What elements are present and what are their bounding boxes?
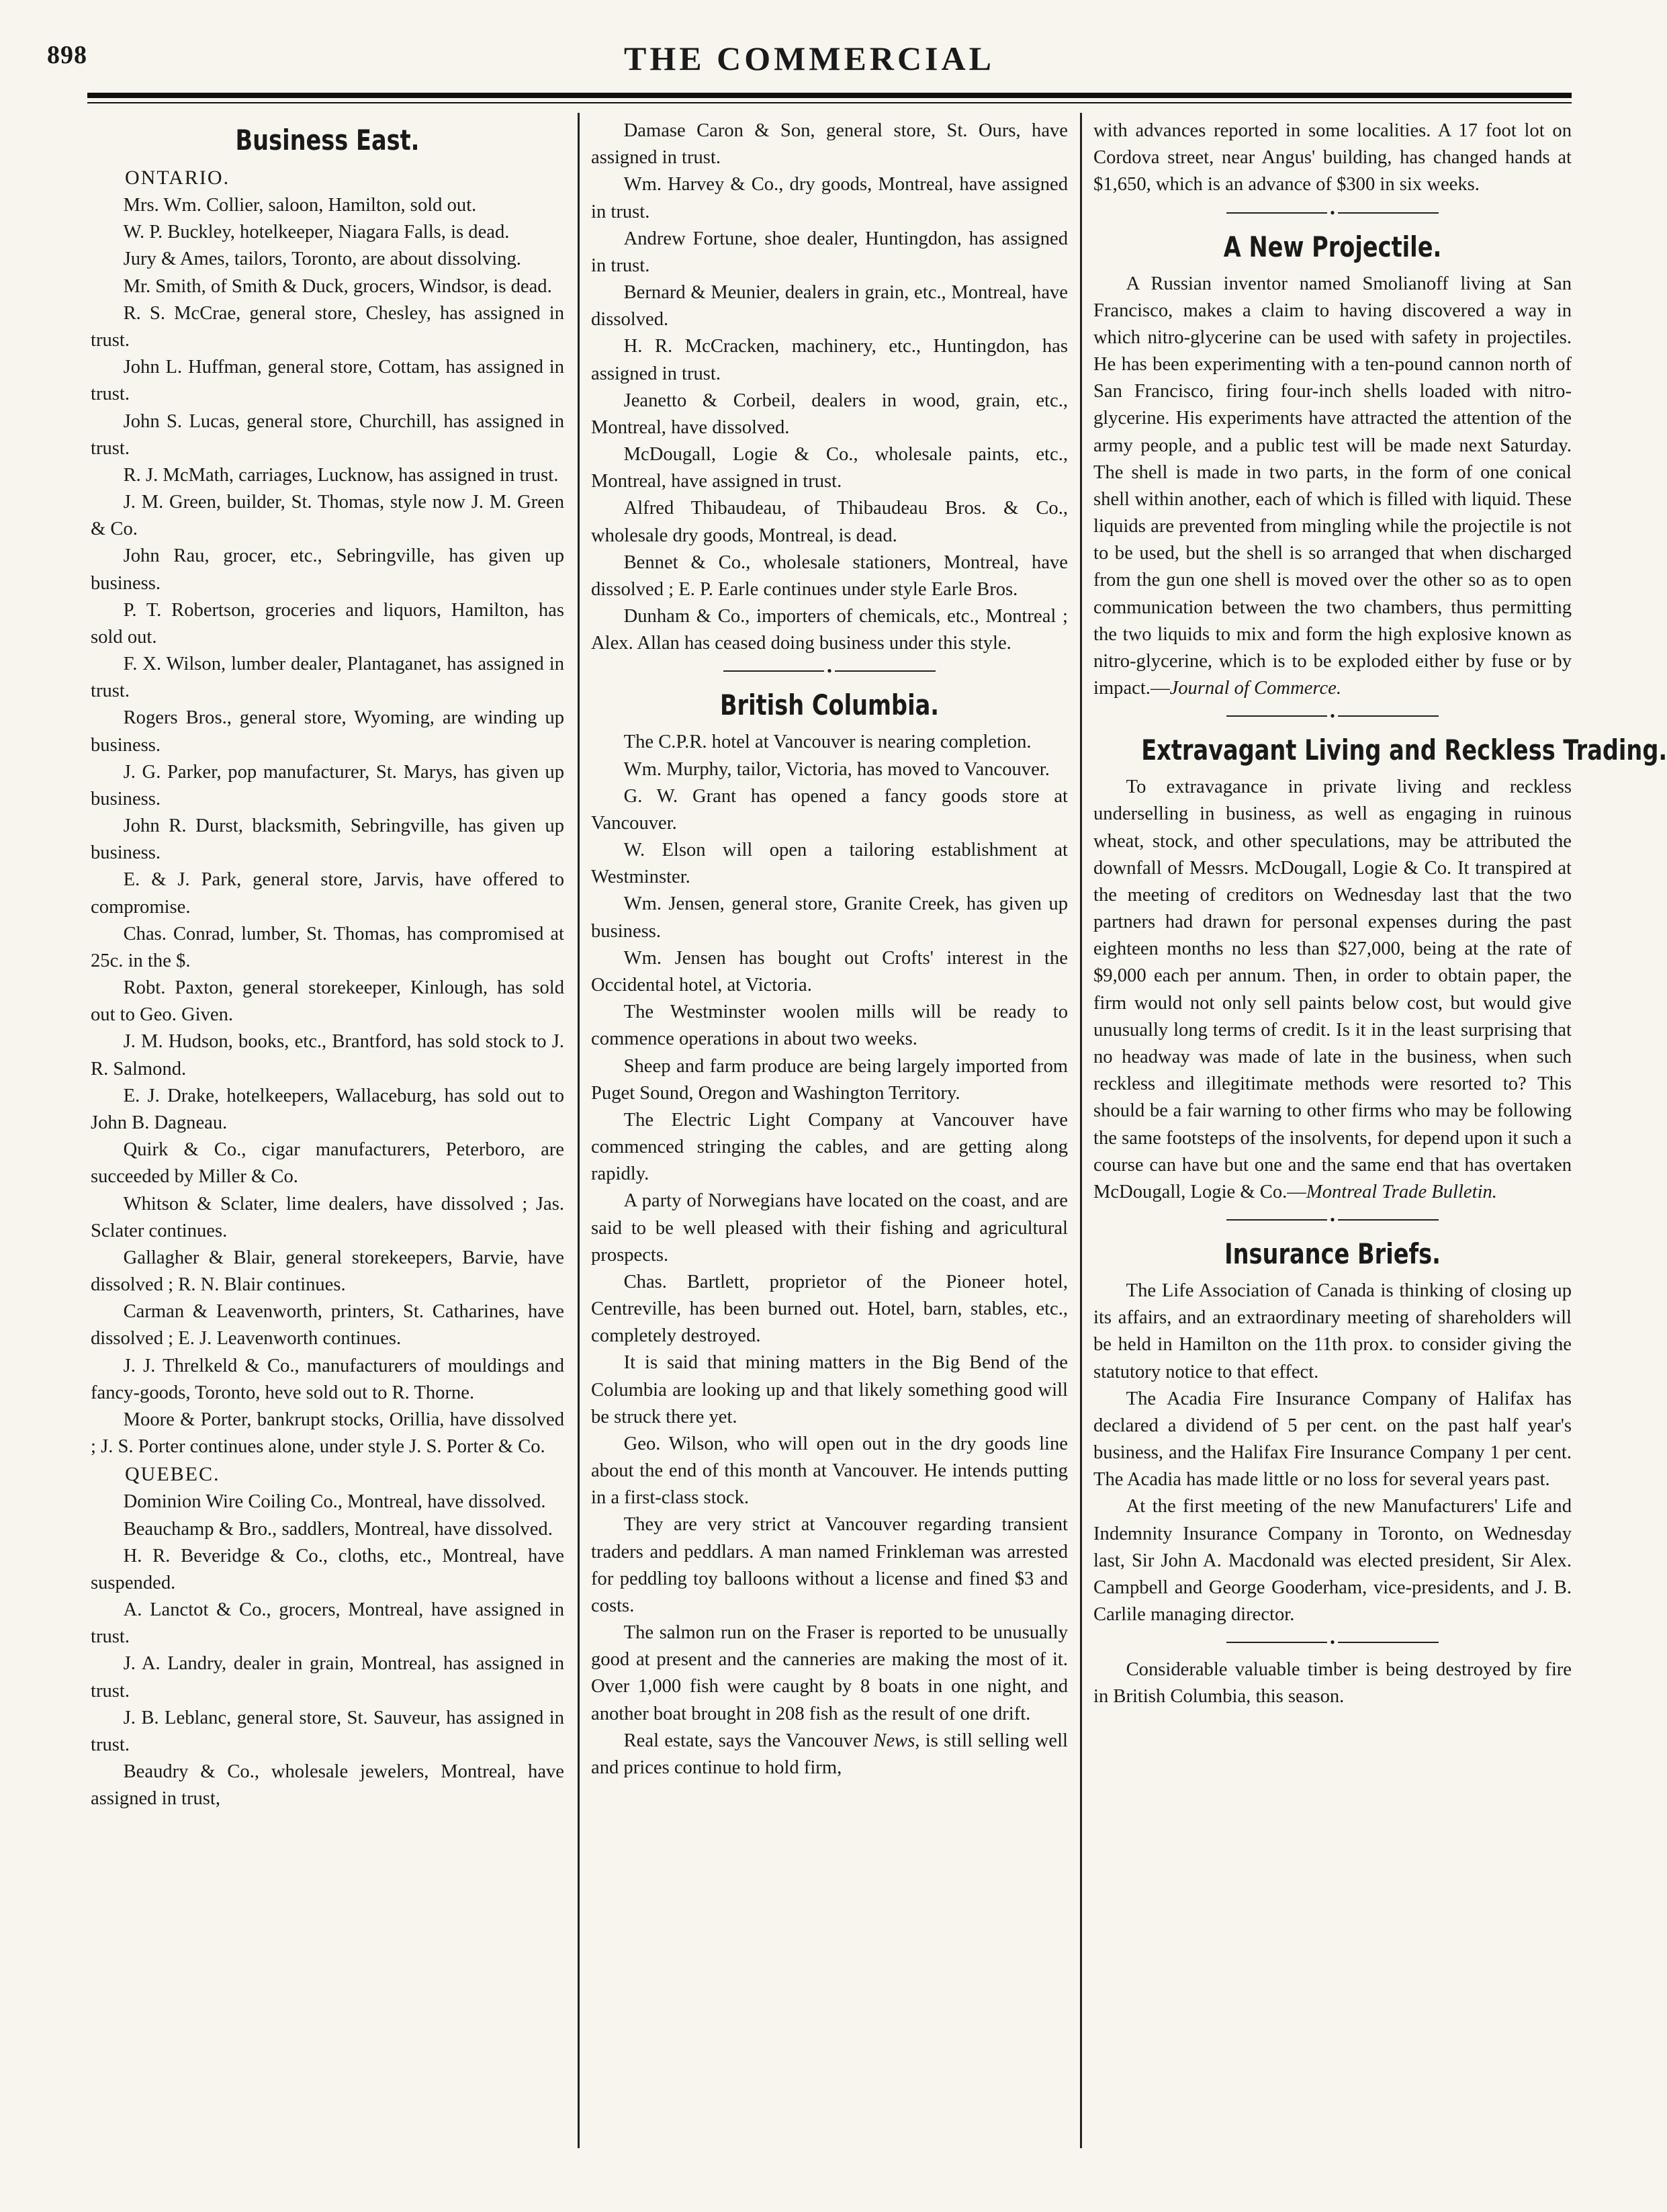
news-item: The Westminster woolen mills will be ready to commence operations in about two weeks. bbox=[591, 1002, 1068, 1050]
news-item: Wm. Harvey & Co., dry goods, Montreal, have assigned in trust. bbox=[591, 174, 1068, 222]
news-item: Moore & Porter, bankrupt stocks, Orillia, have dissolved ; J. S. Porter continues alone, under style J. S. Porter & Co. bbox=[91, 1409, 564, 1458]
news-item: J. J. Threlkeld & Co., manufacturers of mouldings and fancy-goods, Toronto, heve sold out to R. Thorne. bbox=[91, 1355, 564, 1403]
extravagant-text: To extravagance in private living and reckless underselling in business, as well as engaging in ruinous wheat, stock, and other speculations, may be attributed the downfall of Messrs. McDougall, Logie & Co. It transpired at the meeting of creditors on Wednesday last that the two partners had drawn for personal expenses during the past eighteen months no less than $27,000, being at the rate of $9,000 each per annum. Then, in order to obtain paper, the firm would not only sell paints below cost, but would give unusually long terms of credit. Is it in the least surprising that no headway was made of late in the business, when such reckless and illegitimate methods were resorted to? This should be a fair warning to other firms who may be following the same footsteps of the insolvents, for depend upon it such a course can have but one and the same end that has overtaken McDougall, Logie & Co.— bbox=[1093, 777, 1572, 1202]
heading-insurance-briefs: Insurance Briefs. bbox=[1224, 1237, 1441, 1271]
news-item: W. Elson will open a tailoring establishment at Westminster. bbox=[591, 840, 1068, 888]
projectile-text: A Russian inventor named Smolianoff living at San Francisco, makes a claim to having discovered a way in which nitro-glycerine can be used with safety in projectiles. He has been experimenting with a ten-pound cannon north of San Francisco, firing four-inch shells loaded with nitro-glycerine. His experiments have attracted the attention of the army people, and a public test will be made next Saturday. The shell is made in two parts, in the form of one conical shell within another, each of which is filled with liquid. These liquids are prevented from mingling while the projectile is not to be used, but the shell is so arranged that when discharged from the gun one shell is moved over the other so as to open communication between the two chambers, thus permitting the two liquids to mix and form the high explosive known as nitro-glycerine, which is to be exploded either by fuse or by impact.— bbox=[1093, 273, 1572, 699]
column-1 bbox=[91, 118, 564, 2146]
real-estate-text-b: , is still selling well and prices continue to hold firm, bbox=[591, 1730, 1068, 1778]
news-item: John Rau, grocer, etc., Sebringville, has given up business. bbox=[91, 545, 564, 594]
news-item: John S. Lucas, general store, Churchill, has assigned in trust. bbox=[91, 410, 564, 459]
news-item: John L. Huffman, general store, Cottam, has assigned in trust. bbox=[91, 357, 564, 405]
heading-extravagant-living: Extravagant Living and Reckless Trading. bbox=[1141, 734, 1667, 767]
news-item: Chas. Conrad, lumber, St. Thomas, has compromised at 25c. in the $. bbox=[91, 923, 564, 971]
news-item: Beauchamp & Bro., saddlers, Montreal, have dissolved. bbox=[123, 1518, 553, 1540]
subhead-ontario: ONTARIO. bbox=[125, 167, 230, 189]
source-credit: Journal of Commerce. bbox=[1169, 678, 1342, 699]
news-item: The Electric Light Company at Vancouver have commenced stringing the cables, and are getting along rapidly. bbox=[591, 1109, 1068, 1185]
newspaper-title: THE COMMERCIAL bbox=[624, 40, 995, 77]
news-item: At the first meeting of the new Manufacturers' Life and Indemnity Insurance Company in Toronto, on Wednesday last, Sir John A. Macdonald was elected president, Sir Alex. Campbell and George Gooderham, vice-presidents, and J. B. Carlile managing director. bbox=[1093, 1496, 1572, 1626]
news-item: J. G. Parker, pop manufacturer, St. Marys, has given up business. bbox=[91, 761, 564, 809]
news-item: Dominion Wire Coiling Co., Montreal, have dissolved. bbox=[123, 1491, 546, 1513]
news-item: McDougall, Logie & Co., wholesale paints, etc., Montreal, have assigned in trust. bbox=[591, 444, 1068, 492]
masthead-rule-thick bbox=[87, 93, 1572, 98]
news-item: It is said that mining matters in the Big Bend of the Columbia are looking up and that likely something good will be struck there yet. bbox=[591, 1352, 1068, 1427]
news-item: Gallagher & Blair, general storekeepers, Barvie, have dissolved ; R. N. Blair continues. bbox=[91, 1247, 564, 1296]
news-item: Wm. Jensen has bought out Crofts' interest in the Occidental hotel, at Victoria. bbox=[591, 947, 1068, 996]
news-item: H. R. McCracken, machinery, etc., Huntingdon, has assigned in trust. bbox=[591, 336, 1068, 384]
news-item: Rogers Bros., general store, Wyoming, are winding up business. bbox=[91, 707, 564, 756]
news-item: E. & J. Park, general store, Jarvis, have offered to compromise. bbox=[91, 869, 564, 918]
news-item: Mrs. Wm. Collier, saloon, Hamilton, sold out. bbox=[123, 195, 477, 216]
article-body bbox=[1093, 774, 1572, 1206]
source-credit: Montreal Trade Bulletin. bbox=[1306, 1181, 1497, 1202]
news-item: Mr. Smith, of Smith & Duck, grocers, Windsor, is dead. bbox=[123, 275, 552, 297]
news-item: J. A. Landry, dealer in grain, Montreal, has assigned in trust. bbox=[91, 1653, 564, 1701]
article-body bbox=[1093, 271, 1572, 703]
news-item-continued: with advances reported in some localities. A 17 foot lot on Cordova street, near Angus' building, has changed hands at $1,650, which is an advance of $300 in six weeks. bbox=[1093, 120, 1572, 195]
news-item: The Life Association of Canada is thinking of closing up its affairs, and an extraordinary meeting of shareholders will be held in Hamilton on the 11th prox. to consider giving the statutory notice to that effect. bbox=[1093, 1280, 1572, 1382]
news-item: J. M. Green, builder, St. Thomas, style now J. M. Green & Co. bbox=[91, 492, 564, 540]
news-item: Geo. Wilson, who will open out in the dry goods line about the end of this month at Vancouver. He intends putting in a first-class stock. bbox=[591, 1433, 1068, 1509]
news-item-real-estate bbox=[591, 1728, 1068, 1781]
news-item: The Acadia Fire Insurance Company of Halifax has declared a dividend of 5 per cent. on the past half year's business, and the Halifax Fire Insurance Company 1 per cent. The Acadia has made little or no loss for several years past. bbox=[1093, 1388, 1572, 1491]
news-item: J. B. Leblanc, general store, St. Sauveur, has assigned in trust. bbox=[91, 1707, 564, 1755]
news-item: G. W. Grant has opened a fancy goods store at Vancouver. bbox=[591, 785, 1068, 834]
news-item: J. M. Hudson, books, etc., Brantford, has sold stock to J. R. Salmond. bbox=[91, 1031, 564, 1079]
news-item: Damase Caron & Son, general store, St. Ours, have assigned in trust. bbox=[591, 120, 1068, 169]
news-item: W. P. Buckley, hotelkeeper, Niagara Falls, is dead. bbox=[123, 222, 510, 243]
news-item: R. S. McCrae, general store, Chesley, has assigned in trust. bbox=[91, 302, 564, 351]
news-item: John R. Durst, blacksmith, Sebringville, has given up business. bbox=[91, 815, 564, 864]
news-item: Wm. Jensen, general store, Granite Creek, has given up business. bbox=[591, 893, 1068, 942]
news-item: Bernard & Meunier, dealers in grain, etc., Montreal, have dissolved. bbox=[591, 282, 1068, 330]
section-separator: • bbox=[1093, 203, 1572, 223]
masthead bbox=[47, 39, 1572, 79]
section-separator: • bbox=[1093, 706, 1572, 726]
column-divider bbox=[1080, 113, 1082, 2148]
subhead-quebec: QUEBEC. bbox=[125, 1463, 220, 1486]
news-item: They are very strict at Vancouver regarding transient traders and peddlars. A man named Frinkleman was arrested for peddling toy balloons without a license and fined $3 and costs. bbox=[591, 1514, 1068, 1616]
section-separator: • bbox=[1093, 1210, 1572, 1230]
news-item: F. X. Wilson, lumber dealer, Plantaganet, has assigned in trust. bbox=[91, 654, 564, 702]
column-divider bbox=[578, 113, 580, 2148]
news-item: R. J. McMath, carriages, Lucknow, has assigned in trust. bbox=[123, 464, 559, 486]
news-item: Robt. Paxton, general storekeeper, Kinlough, has sold out to Geo. Given. bbox=[91, 977, 564, 1026]
news-item: H. R. Beveridge & Co., cloths, etc., Montreal, have suspended. bbox=[91, 1545, 564, 1593]
news-item: Dunham & Co., importers of chemicals, etc., Montreal ; Alex. Allan has ceased doing business under this style. bbox=[591, 606, 1068, 654]
masthead-rule-thin bbox=[87, 102, 1572, 103]
news-item: Considerable valuable timber is being destroyed by fire in British Columbia, this season. bbox=[1093, 1659, 1572, 1708]
page-number: 898 bbox=[47, 41, 87, 69]
news-item: Alfred Thibaudeau, of Thibaudeau Bros. & Co., wholesale dry goods, Montreal, is dead. bbox=[591, 498, 1068, 546]
column-2 bbox=[591, 118, 1068, 2146]
news-item: The C.P.R. hotel at Vancouver is nearing completion. bbox=[623, 732, 1032, 753]
section-separator: • bbox=[1093, 1632, 1572, 1652]
news-item: Andrew Fortune, shoe dealer, Huntingdon, has assigned in trust. bbox=[591, 228, 1068, 276]
news-item: Jeanetto & Corbeil, dealers in wood, grain, etc., Montreal, have dissolved. bbox=[591, 390, 1068, 438]
news-item: Carman & Leavenworth, printers, St. Catharines, have dissolved ; E. J. Leavenworth continues. bbox=[91, 1301, 564, 1350]
news-item: Chas. Bartlett, proprietor of the Pioneer hotel, Centreville, has been burned out. Hotel, barn, stables, etc., completely destroyed. bbox=[591, 1271, 1068, 1347]
vancouver-news-title: News bbox=[873, 1730, 915, 1751]
real-estate-text-a: Real estate, says the Vancouver bbox=[623, 1730, 874, 1751]
column-3 bbox=[1093, 118, 1667, 2146]
news-item: Beaudry & Co., wholesale jewelers, Montreal, have assigned in trust, bbox=[91, 1761, 564, 1810]
heading-business-east: Business East. bbox=[235, 124, 420, 157]
news-item: Jury & Ames, tailors, Toronto, are about dissolving. bbox=[123, 249, 521, 270]
news-item: The salmon run on the Fraser is reported to be unusually good at present and the canneries are making the most of it. Over 1,000 fish were caught by 8 boats in one night, and another boat brought in 208 fish as the result of one drift. bbox=[591, 1622, 1068, 1724]
news-item: A party of Norwegians have located on the coast, and are said to be well pleased with their fishing and agricultural prospects. bbox=[591, 1190, 1068, 1266]
heading-new-projectile: A New Projectile. bbox=[1223, 230, 1442, 263]
news-item: P. T. Robertson, groceries and liquors, Hamilton, has sold out. bbox=[91, 599, 564, 648]
news-item: Quirk & Co., cigar manufacturers, Peterboro, are succeeded by Miller & Co. bbox=[91, 1139, 564, 1188]
news-item: Whitson & Sclater, lime dealers, have dissolved ; Jas. Sclater continues. bbox=[91, 1193, 564, 1241]
heading-british-columbia: British Columbia. bbox=[719, 689, 940, 722]
news-item: E. J. Drake, hotelkeepers, Wallaceburg, has sold out to John B. Dagneau. bbox=[91, 1085, 564, 1133]
section-separator: • bbox=[591, 661, 1068, 681]
news-item: Wm. Murphy, tailor, Victoria, has moved to Vancouver. bbox=[623, 758, 1050, 780]
news-item: Bennet & Co., wholesale stationers, Montreal, have dissolved ; E. P. Earle continues under style Earle Bros. bbox=[591, 551, 1068, 600]
news-item: A. Lanctot & Co., grocers, Montreal, have assigned in trust. bbox=[91, 1599, 564, 1648]
news-item: Sheep and farm produce are being largely imported from Puget Sound, Oregon and Washington Territory. bbox=[591, 1055, 1068, 1104]
